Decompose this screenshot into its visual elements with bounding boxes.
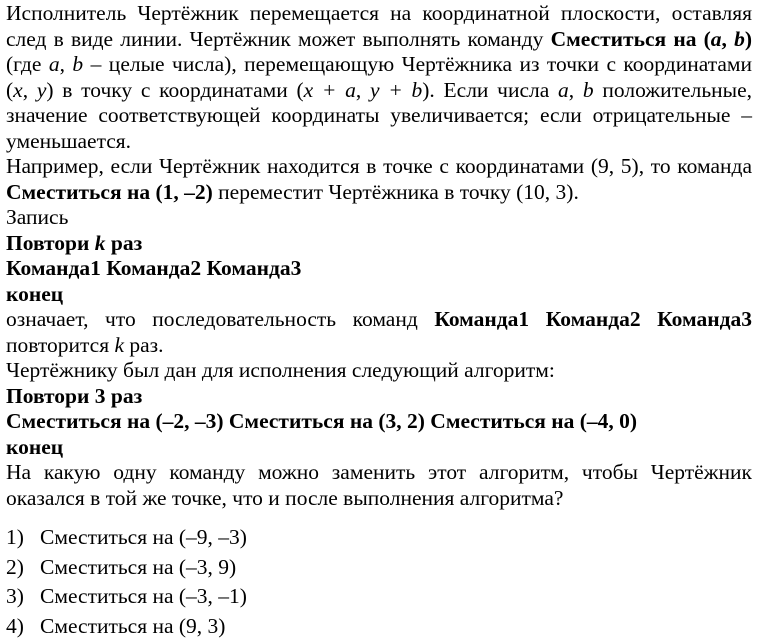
example-command: Сместиться на (1, –2) bbox=[6, 179, 213, 204]
task-commands-line: Сместиться на (–2, –3) Сместиться на (3, 2) Сместиться на (–4, 0) bbox=[6, 409, 638, 433]
task-given: Чертёжнику был дан для исполнения следующий алгоритм: bbox=[6, 358, 555, 382]
option-number: 4) bbox=[6, 613, 24, 638]
answer-option-1[interactable] bbox=[6, 525, 752, 551]
syntax-end-line: конец bbox=[6, 281, 64, 306]
option-number: 2) bbox=[6, 554, 24, 579]
expr-y-plus-b: y + b bbox=[370, 77, 423, 102]
intro-text: (где bbox=[6, 52, 49, 76]
intro-text: Исполнитель Чертёжник перемещается на координатной плоскости, оставляя след в виде линии. Чертёжник может выполнять команду bbox=[6, 1, 752, 51]
answer-option-3[interactable] bbox=[6, 584, 752, 610]
expr-x-plus-a: x + a bbox=[303, 77, 356, 102]
intro-text: положительные, значение соответствующей координаты увеличивается; если отрицательные – уменьшается. bbox=[6, 77, 753, 153]
task-end-line: конец bbox=[6, 434, 64, 459]
answer-options bbox=[6, 525, 752, 639]
task-question: На какую одну команду можно заменить этот алгоритм, чтобы Чертёжник оказался в той же точке, что и после выполнения алгоритма? bbox=[6, 460, 752, 510]
option-text: Сместиться на (–9, –3) bbox=[40, 525, 247, 549]
option-number: 1) bbox=[6, 525, 24, 549]
example-paragraph: Например, если Чертёжник находится в точке с координатами (9, 5), то команда Сместиться на (1, –2) переместит Чертёжника в точку (10, 3). bbox=[6, 154, 752, 204]
intro-text: ). Если числа bbox=[422, 77, 559, 102]
syntax-label: Запись bbox=[6, 205, 69, 229]
option-number: 3) bbox=[6, 584, 24, 608]
var-y: y bbox=[36, 77, 47, 102]
var-x: x bbox=[13, 77, 23, 102]
option-text: Сместиться на (9, 3) bbox=[40, 613, 226, 638]
task-repeat-line: Повтори 3 раз bbox=[6, 383, 143, 408]
var-a: a bbox=[48, 52, 60, 76]
command-syntax: Сместиться на (a, b) bbox=[550, 26, 752, 51]
syntax-repeat-line: Повтори k раз bbox=[6, 230, 143, 255]
intro-paragraph: Исполнитель Чертёжник перемещается на координатной плоскости, оставляя след в виде линии. Чертёжник может выполнять команду Сместиться на (a, b) (где a, b – целые числа), перемещающую Чертёжника из точки с координатами (x, y) в точку с координатами (x + a, y + b). Если числа a, b положительные, значение соответствующей координаты увеличивается; если отрицательные – уменьшается. bbox=[6, 1, 753, 153]
syntax-meaning: означает, что последовательность команд Команда1 Команда2 Команда3 повторится k раз. bbox=[6, 307, 752, 357]
option-text: Сместиться на (–3, –1) bbox=[40, 584, 247, 608]
syntax-commands-line: Команда1 Команда2 Команда3 bbox=[6, 256, 302, 280]
var-b: b bbox=[72, 52, 84, 76]
option-text: Сместиться на (–3, 9) bbox=[40, 554, 237, 579]
intro-text: ) в точку с координатами ( bbox=[46, 77, 304, 102]
answer-option-2[interactable] bbox=[6, 555, 752, 581]
intro-text: – целые числа), перемещающую Чертёжника из точки с координатами ( bbox=[6, 52, 753, 102]
answer-option-4[interactable] bbox=[6, 614, 752, 640]
